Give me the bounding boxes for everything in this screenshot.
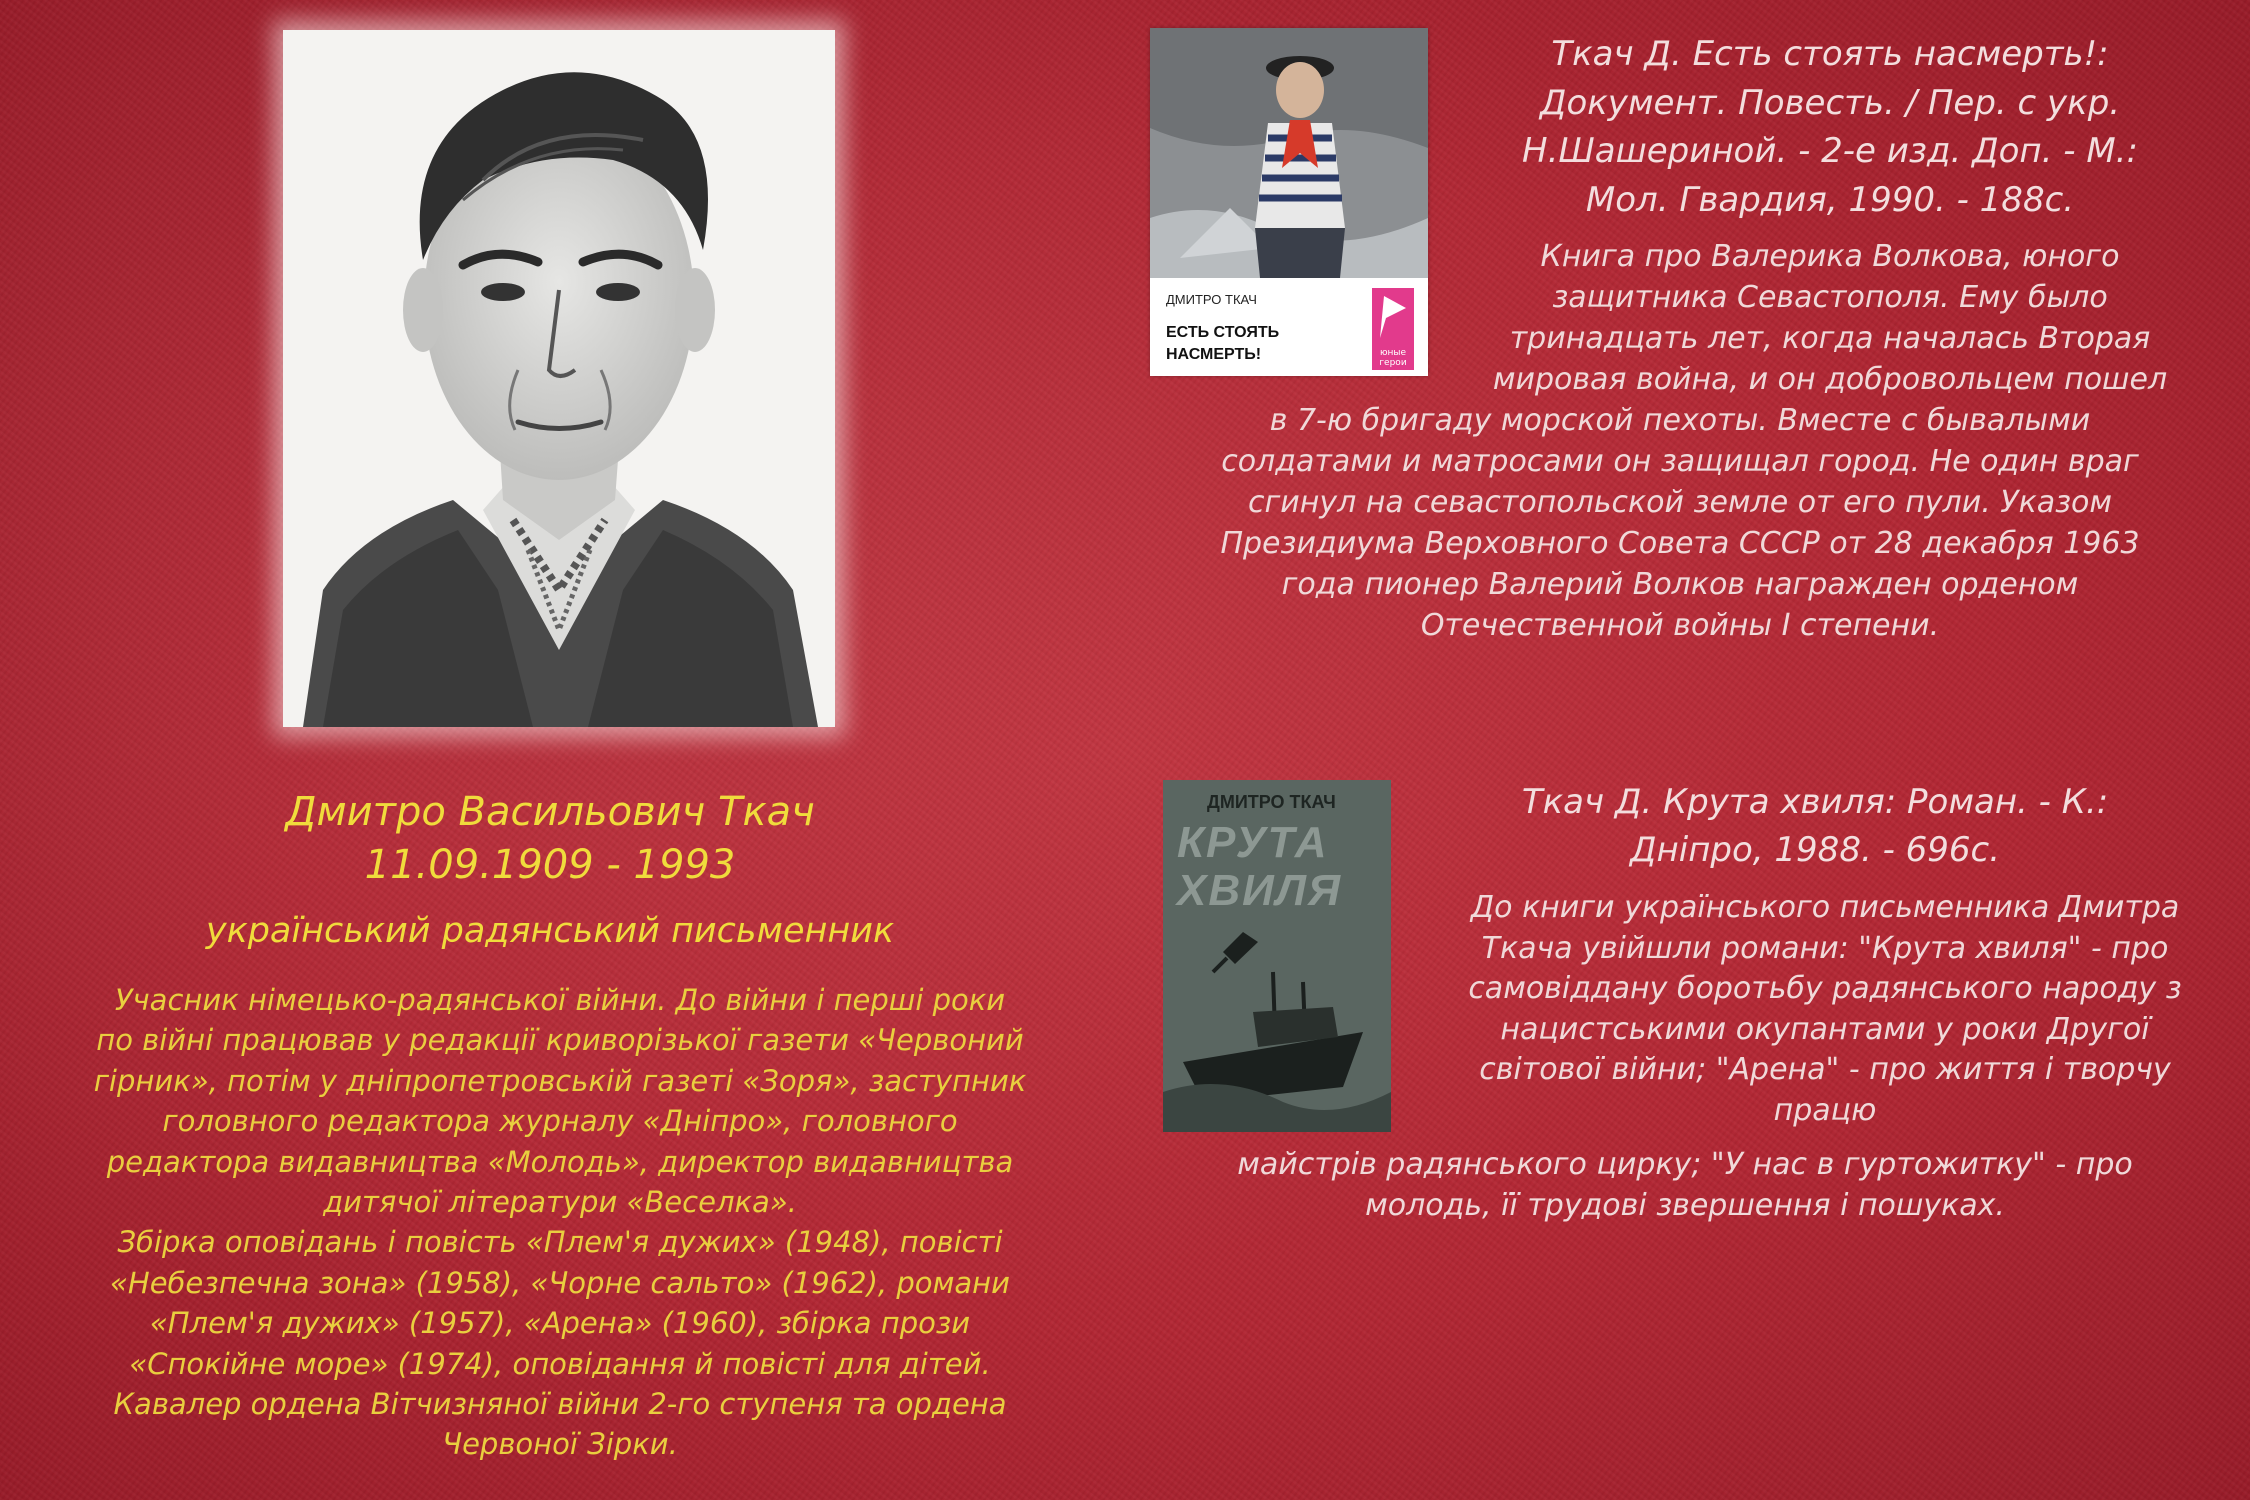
- book2-cover: [1163, 780, 1391, 1132]
- book2-cover-author: ДМИТРО ТКАЧ: [1207, 792, 1336, 812]
- author-dates: 11.09.1909 - 1993: [364, 842, 736, 888]
- bio-line: «Спокійне море» (1974), оповідання й повісті для дітей.: [129, 1346, 991, 1381]
- book1-desc-line: года пионер Валерий Волков награжден орденом: [1281, 567, 2079, 602]
- author-portrait-sketch-icon: [283, 30, 835, 727]
- book2-description-top: [1415, 888, 2235, 1131]
- book1-title-line: Документ. Повесть. / Пер. с укр.: [1539, 82, 2121, 123]
- bio-line: Кавалер ордена Вітчизняної війни 2-го ступеня та ордена: [113, 1387, 1007, 1422]
- book2-title-line: Дніпро, 1988. - 696с.: [1629, 830, 2001, 870]
- bio-line: по війні працював у редакції криворізької газети «Червоний: [96, 1023, 1024, 1058]
- bio-line: Учасник німецько-радянської війни. До війни і перші роки: [114, 983, 1006, 1017]
- author-name: Дмитро Васильович Ткач: [285, 789, 815, 835]
- bio-line: Збірка оповідань і повість «Плем'я дужих» (1948), повісті: [117, 1225, 1003, 1260]
- book2-desc-line: Ткача увійшли романи: "Крута хвиля" - про: [1481, 930, 2169, 966]
- book1-desc-line: тринадцать лет, когда началась Вторая: [1509, 321, 2151, 356]
- book2-desc-line: До книги українського письменника Дмитра: [1470, 890, 2180, 925]
- book2-desc-line: самовіддану боротьбу радянського народу з: [1468, 971, 2182, 1006]
- book1-description-bottom: [1140, 400, 2220, 646]
- book1-series-logo: [1372, 288, 1414, 370]
- book2-cover-title-2: ХВИЛЯ: [1177, 866, 1343, 915]
- book1-cover-title-2: НАСМЕРТЬ!: [1166, 346, 1262, 363]
- book1-desc-line: в 7-ю бригаду морской пехоты. Вместе с бывалыми: [1269, 403, 2091, 438]
- book1-description-top: [1440, 236, 2220, 400]
- book1-desc-line: сгинул на севастопольской земле от его пули. Указом: [1247, 485, 2113, 520]
- bio-line: редактора видавництва «Молодь», директор видавництва: [106, 1144, 1014, 1179]
- book1-cover-illustration-icon: [1150, 28, 1428, 278]
- bio-line: «Плем'я дужих» (1957), «Арена» (1960), збірка прози: [149, 1306, 971, 1341]
- book2-cover-title-1: КРУТА: [1177, 818, 1329, 867]
- book2-title: [1430, 778, 2200, 874]
- book2-title-line: Ткач Д. Крута хвиля: Роман. - К.:: [1521, 782, 2109, 822]
- book1-cover-author: ДМИТРО ТКАЧ: [1166, 292, 1257, 307]
- flag-icon: [1372, 288, 1414, 348]
- book1-desc-line: мировая война, и он добровольцем пошел: [1492, 362, 2168, 397]
- bio-line: гірник», потім у дніпропетровській газеті «Зоря», заступник: [93, 1063, 1027, 1098]
- book1-desc-line: солдатами и матросами он защищал город. Не один враг: [1221, 444, 2139, 479]
- book1-title: [1440, 30, 2220, 224]
- book1-desc-line: Президиума Верховного Совета СССР от 28 декабря 1963: [1220, 526, 2140, 561]
- author-bio: [30, 980, 1090, 1465]
- book2-desc-line: майстрів радянського цирку; "У нас в гуртожитку" - про: [1237, 1147, 2133, 1182]
- bio-line: дитячої літератури «Веселка».: [323, 1185, 797, 1220]
- book2-cover-ship-icon: [1163, 912, 1391, 1132]
- book1-desc-line: Отечественной войны I степени.: [1420, 608, 1940, 643]
- bio-line: Червоної Зірки.: [442, 1427, 678, 1462]
- book1-desc-line: защитника Севастополя. Ему было: [1552, 280, 2108, 315]
- book1-title-line: Ткач Д. Есть стоять насмерть!:: [1551, 34, 2109, 74]
- book1-title-line: Н.Шашериной. - 2-е изд. Доп. - М.:: [1522, 131, 2138, 171]
- book2-desc-line: світової війни; "Арена" - про життя і творчу: [1479, 1052, 2171, 1087]
- bio-line: «Небезпечна зона» (1958), «Чорне сальто» (1962), романи: [110, 1265, 1010, 1300]
- book1-cover: [1150, 28, 1428, 376]
- book2-description-bottom: [1150, 1144, 2220, 1226]
- book2-desc-line: нацистськими окупантами у роки Другої: [1500, 1011, 2150, 1047]
- book2-desc-line: молодь, її трудові звершення і пошуках.: [1365, 1188, 2005, 1223]
- author-role: український радянський письменник: [205, 911, 895, 951]
- book1-cover-title-1: ЕСТЬ СТОЯТЬ: [1166, 324, 1280, 341]
- book2-desc-line: працю: [1773, 1092, 1877, 1128]
- bio-line: головного редактора журналу «Дніпро», головного: [162, 1104, 958, 1139]
- author-portrait: [283, 30, 835, 727]
- book1-title-line: Мол. Гвардия, 1990. - 188с.: [1585, 179, 2075, 220]
- book1-desc-line: Книга про Валерика Волкова, юного: [1540, 239, 2120, 274]
- book1-cover-series: юные герои: [1379, 348, 1407, 368]
